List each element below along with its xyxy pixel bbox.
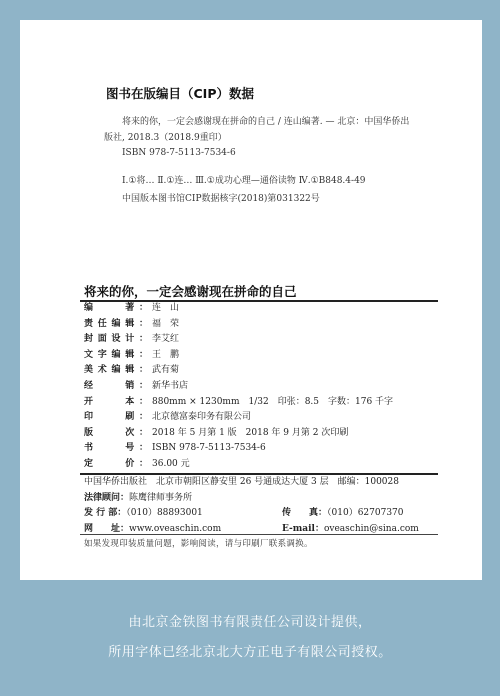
credit-value: 新华书店 bbox=[152, 380, 189, 391]
cip-isbn: ISBN 978-7-5113-7534-6 bbox=[122, 148, 236, 158]
credit-label: 编 著： bbox=[84, 303, 148, 313]
cip-heading: 图书在版编目（CIP）数据 bbox=[106, 86, 254, 101]
cip-number: 中国版本图书馆CIP数据核字(2018)第031322号 bbox=[122, 194, 320, 204]
credit-value: 福 荣 bbox=[152, 318, 180, 329]
credit-row-printer bbox=[84, 410, 434, 426]
credit-row-text-editor bbox=[84, 348, 434, 364]
fax-label: 传 真： bbox=[282, 508, 328, 518]
phone-row bbox=[84, 506, 438, 522]
email-link[interactable]: oveaschin@sina.com bbox=[323, 523, 419, 534]
credit-value: 36.00 元 bbox=[152, 458, 190, 469]
website-link[interactable]: www.oveaschin.com bbox=[129, 523, 222, 534]
credit-value: 2018 年 5 月第 1 版 2018 年 9 月第 2 次印刷 bbox=[152, 427, 349, 438]
credit-value: 北京德富泰印务有限公司 bbox=[152, 412, 252, 423]
cip-entry bbox=[104, 114, 444, 146]
copyright-page bbox=[20, 20, 482, 580]
footer-line-1: 由北京金铁图书有限责任公司设计提供， bbox=[128, 615, 372, 630]
web-label: 网 址： bbox=[84, 523, 130, 534]
credit-label: 定 价： bbox=[84, 458, 148, 469]
legal-label: 法律顾问： bbox=[84, 492, 130, 503]
credit-value: 880mm × 1230mm 1/32 印张：8.5 字数：176 千字 bbox=[152, 396, 394, 407]
email-label: E-mail： bbox=[282, 523, 324, 534]
credit-row-price bbox=[84, 457, 434, 473]
publisher-address: 中国华侨出版社 北京市朝阳区静安里 26 号通成达大厦 3 层 邮编：100028 bbox=[84, 477, 399, 487]
credit-label: 书 号： bbox=[84, 443, 148, 454]
credit-value: ISBN 978-7-5113-7534-6 bbox=[152, 443, 266, 454]
credit-row-art-editor bbox=[84, 363, 434, 379]
cip-classification: Ⅰ.①将… Ⅱ.①连… Ⅲ.①成功心理—通俗读物 Ⅳ.①B848.4-49 bbox=[122, 176, 366, 186]
credit-label: 文字编辑： bbox=[84, 349, 148, 360]
footer-line-2: 所用字体已经北京北大方正电子有限公司授权。 bbox=[108, 645, 392, 660]
legal-counsel-row bbox=[84, 491, 438, 507]
credit-label: 印 刷： bbox=[84, 412, 148, 423]
divider-bottom bbox=[80, 534, 438, 535]
credit-row-edition bbox=[84, 426, 434, 442]
cip-entry-line-1: 将来的你，一定会感谢现在拼命的自己 / 连山编著. — 北京：中国华侨出 bbox=[122, 117, 410, 127]
quality-notice: 如果发现印装质量问题，影响阅读，请与印刷厂联系调换。 bbox=[84, 539, 313, 549]
credit-value: 李艾红 bbox=[152, 334, 180, 345]
publisher-info bbox=[84, 475, 438, 537]
credit-label: 经 销： bbox=[84, 380, 148, 391]
credit-value: 连 山 bbox=[152, 303, 180, 313]
credit-row-isbn bbox=[84, 441, 434, 457]
credit-value: 王 鹏 bbox=[152, 349, 180, 360]
credit-label: 版 次： bbox=[84, 427, 148, 438]
credit-label: 责任编辑： bbox=[84, 318, 148, 329]
credit-row-distributor bbox=[84, 379, 434, 395]
book-title: 将来的你，一定会感谢现在拼命的自己 bbox=[84, 284, 297, 299]
credit-label: 开 本： bbox=[84, 396, 148, 407]
footer-credit bbox=[0, 608, 500, 668]
credit-label: 封面设计： bbox=[84, 334, 148, 345]
credit-value: 武有菊 bbox=[152, 365, 180, 376]
credit-row-author bbox=[84, 301, 434, 317]
sales-phone: （010）88893001 bbox=[126, 508, 203, 518]
sales-label: 发 行 部： bbox=[84, 508, 127, 518]
credit-row-cover-design bbox=[84, 332, 434, 348]
credits-list bbox=[84, 301, 434, 473]
credit-row-editor bbox=[84, 317, 434, 333]
fax-number: （010）62707370 bbox=[327, 508, 404, 518]
credit-row-format bbox=[84, 395, 434, 411]
credit-label: 美术编辑： bbox=[84, 365, 148, 376]
legal-value: 陈鹰律师事务所 bbox=[129, 492, 193, 503]
cip-entry-line-2: 版社, 2018.3（2018.9重印） bbox=[104, 133, 227, 143]
